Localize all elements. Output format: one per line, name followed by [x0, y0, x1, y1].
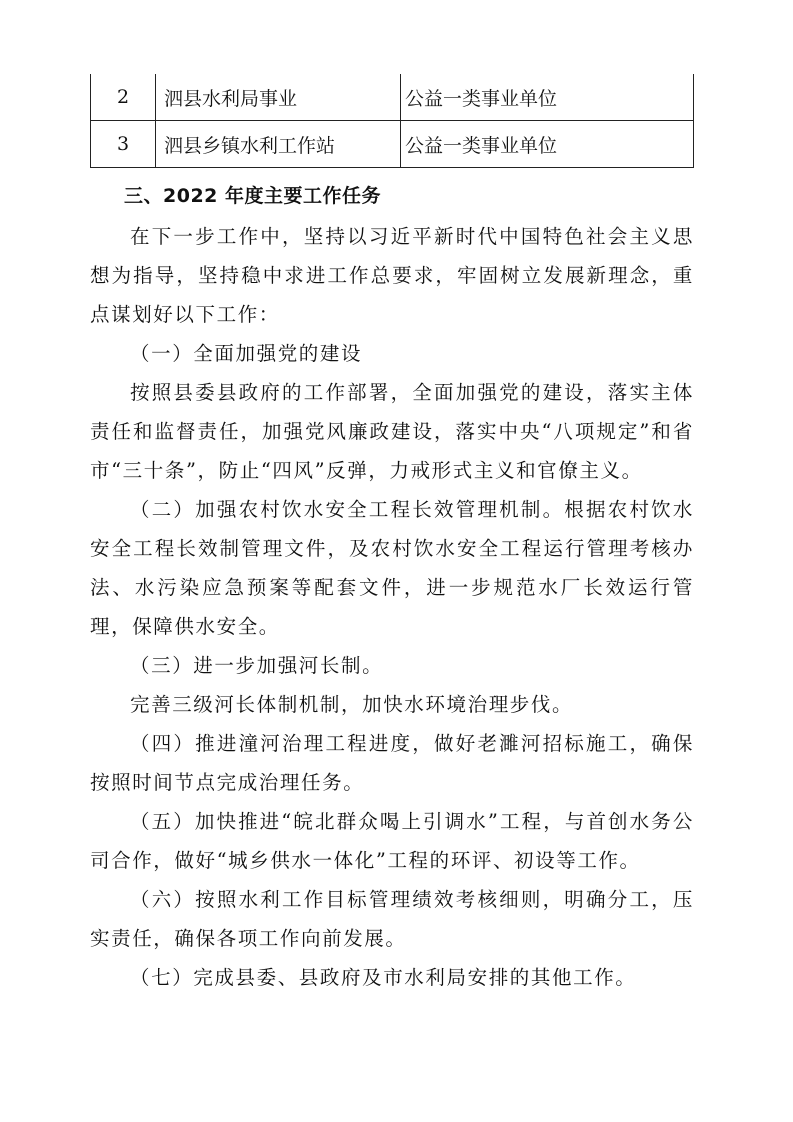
- unit-name: 泗县乡镇水利工作站: [156, 121, 401, 168]
- item-heading-4: （四）推进潼河治理工程进度，做好老濉河招标施工，确保按照时间节点完成治理任务。: [90, 732, 694, 794]
- unit-type: 公益一类事业单位: [401, 121, 694, 168]
- item-heading-5: （五）加快推进“皖北群众喝上引调水”工程，与首创水务公司合作，做好“城乡供水一体化”工程的环评、初设等工作。: [90, 810, 694, 872]
- unit-type: 公益一类事业单位: [401, 74, 694, 121]
- intro-paragraph: 在下一步工作中，坚持以习近平新时代中国特色社会主义思想为指导，坚持稳中求进工作总要求，牢固树立发展新理念，重点谋划好以下工作：: [90, 225, 694, 326]
- unit-table: [90, 74, 694, 168]
- row-number: 2: [91, 74, 156, 121]
- table-row: [91, 121, 694, 168]
- paragraph-party-building: 按照县委县政府的工作部署，全面加强党的建设，落实主体责任和监督责任，加强党风廉政建设，落实中央“八项规定”和省市“三十条”，防止“四风”反弹，力戒形式主义和官僚主义。: [90, 381, 694, 482]
- unit-name: 泗县水利局事业: [156, 74, 401, 121]
- item-heading-2: （二）加强农村饮水安全工程长效管理机制。根据农村饮水安全工程长效制管理文件，及农村饮水安全工程运行管理考核办法、水污染应急预案等配套文件，进一步规范水厂长效运行管理，保障供水安全。: [90, 498, 694, 638]
- item-heading-3: （三）进一步加强河长制。: [130, 654, 384, 677]
- item-heading-6: （六）按照水利工作目标管理绩效考核细则，明确分工，压实责任，确保各项工作向前发展。: [90, 888, 694, 950]
- item-heading-1: （一）全面加强党的建设: [130, 342, 363, 365]
- item-heading-7: （七）完成县委、县政府及市水利局安排的其他工作。: [130, 966, 637, 989]
- row-number: 3: [91, 121, 156, 168]
- table-row: [91, 74, 694, 121]
- section-heading: 三、2022 年度主要工作任务: [124, 185, 381, 207]
- paragraph-river-chief: 完善三级河长体制机制，加快水环境治理步伐。: [130, 693, 574, 716]
